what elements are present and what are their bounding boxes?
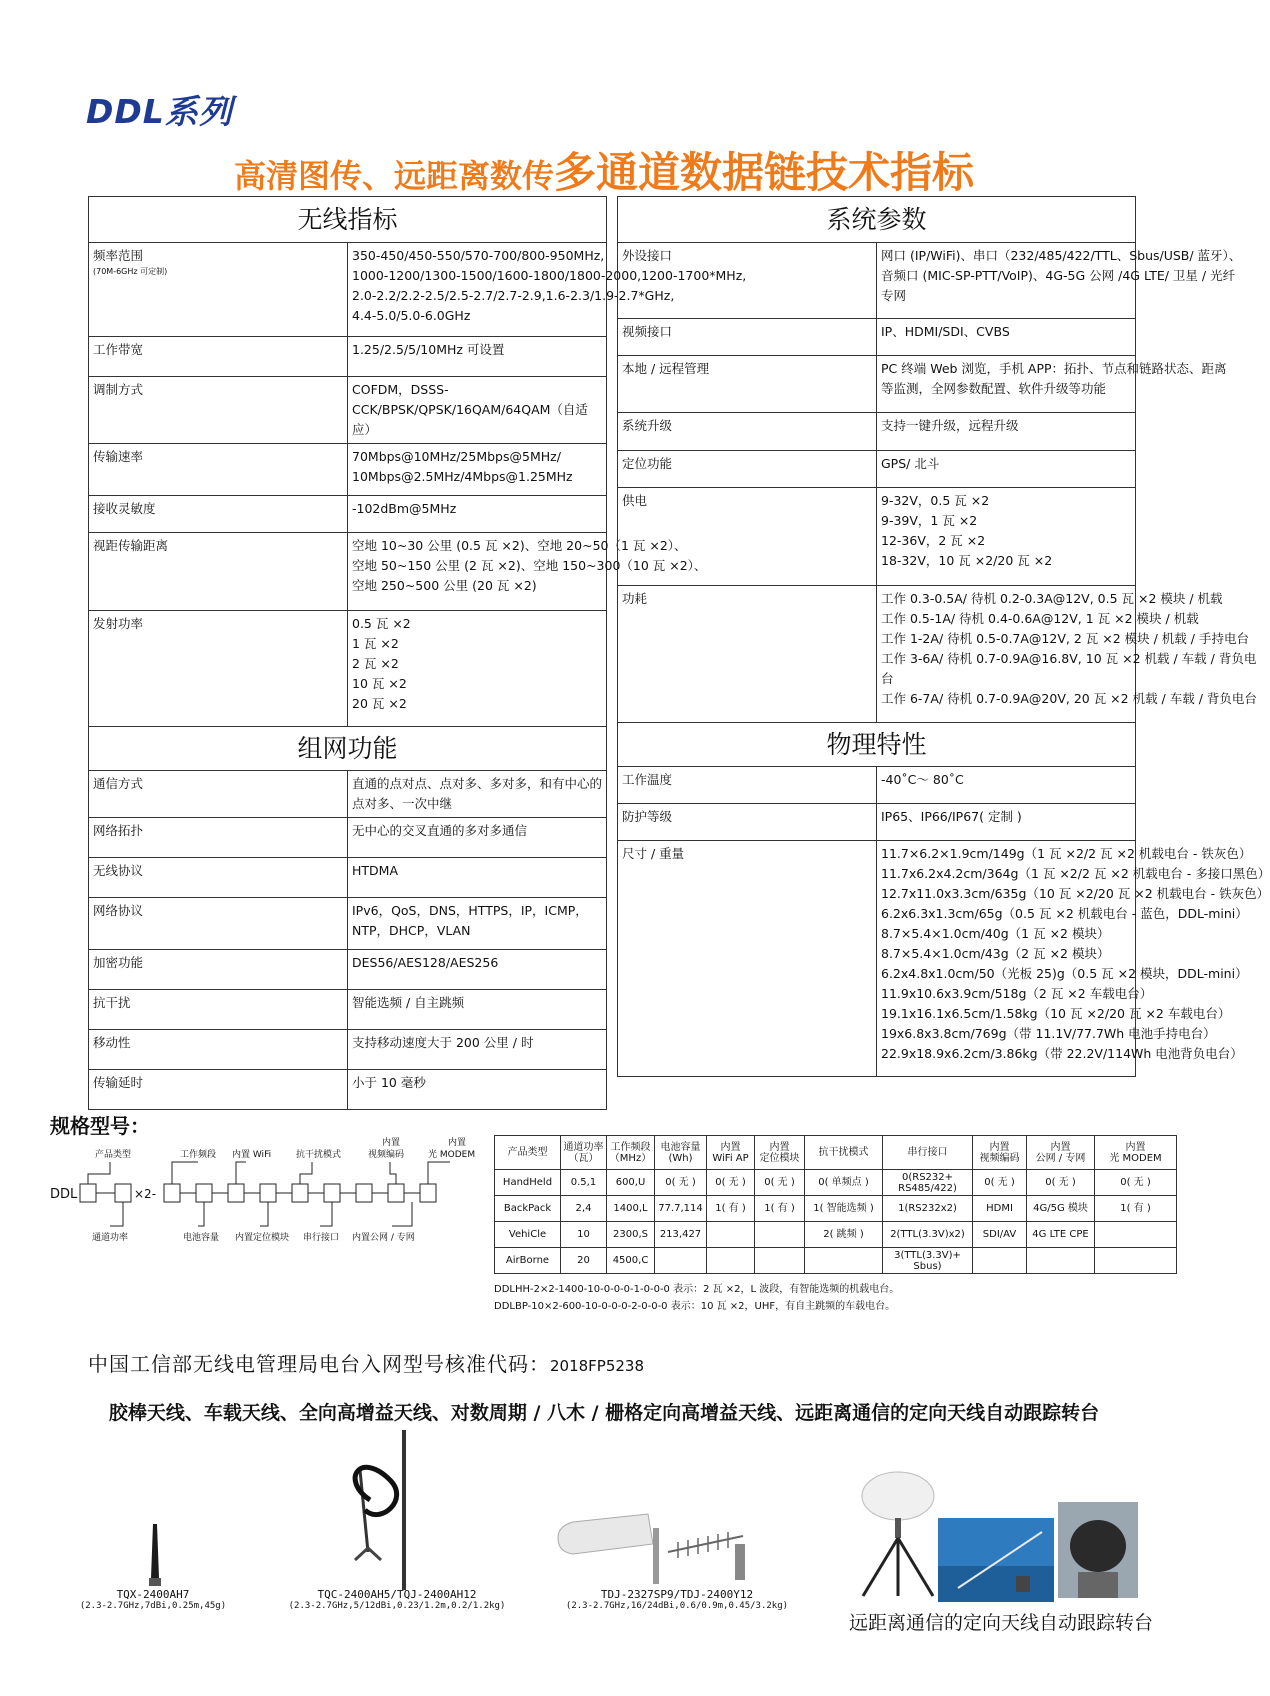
page-title [0,140,1208,200]
spec-value: -102dBm@5MHz [348,496,607,533]
table-header: 通道功率 （瓦） [561,1136,607,1170]
approval-code-line [88,1348,644,1377]
spec-key: 无线协议 [89,858,348,898]
spec-key: 视频接口 [618,319,877,356]
antenna-caption-2: TQC-2400AH5/TQJ-2400AH12 (2.3-2.7GHz,5/12dBi,0.23/1.2m,0.2/1.2kg) [288,1588,506,1611]
tracking-turntable-image [853,1470,943,1600]
model-example-2: DDLBP-10×2-600-10-0-0-0-2-0-0-0 表示：10 瓦 ×2，UHF，有自主跳频的车载电台。 [494,1301,896,1312]
table-header: 内置 视频编码 [973,1136,1027,1170]
section-title-physical: 物理特性 [618,723,1136,767]
title-part-2: 多通道数据链技术指标 [554,148,975,197]
tracker-caption: 远距离通信的定向天线自动跟踪转台 [848,1612,1153,1634]
title-part-1: 高清图传、远距离数传 [233,157,554,195]
svg-text:内置: 内置 [448,1138,467,1148]
table-header: 电池容量 (Wh) [655,1136,707,1170]
table-header: 内置 公网 / 专网 [1027,1136,1095,1170]
dish-antenna-photo [1058,1502,1138,1598]
code-label-network: 内置公网 / 专网 [352,1233,415,1243]
approval-label: 中国工信部无线电管理局电台入网型号核准代码： [88,1352,550,1376]
spec-value: 小于 10 毫秒 [348,1070,607,1110]
spec-value: 空地 10~30 公里 (0.5 瓦 ×2)、空地 20~50（1 瓦 ×2）、 空地 50~150 公里 (2 瓦 ×2)、空地 150~300（10 瓦 ×2）、 空地 250~500 公里 (20 瓦 ×2) [348,533,607,611]
spec-key: 传输延时 [89,1070,348,1110]
spec-value: 70Mbps@10MHz/25Mbps@5MHz/ 10Mbps@2.5MHz/4Mbps@1.25MHz [348,444,607,496]
spec-value: 9-32V，0.5 瓦 ×2 9-39V，1 瓦 ×2 12-36V，2 瓦 ×2 18-32V，10 瓦 ×2/20 瓦 ×2 [877,488,1136,586]
spec-key: 通信方式 [89,771,348,818]
code-label-wifi: 内置 WiFi [232,1150,272,1160]
model-code-diagram [50,1140,490,1250]
model-code-heading: 规格型号： [50,1114,150,1138]
spec-value: 11.7×6.2×1.9cm/149g（1 瓦 ×2/2 瓦 ×2 机载电台 - 铁灰色） 11.7x6.2x4.2cm/364g（1 瓦 ×2/2 瓦 ×2 机载电台 - 多接口黑色） 12.7x11.0x3.3cm/635g（10 瓦 ×2/20 瓦 ×2 机载电台 - 铁灰色） 6.2x6.3x1.3cm/65g（0.5 瓦 ×2 机载电台 - 蓝色，DDL-mini） 8.7×5.4×1.0cm/40g（1 瓦 ×2 模块） 8.7×5.4×1.0cm/43g（2 瓦 ×2 模块） 6.2x4.8x1.0cm/50（光板 25)g（0.5 瓦 ×2 模块，DDL-mini） 11.9x10.6x3.9cm/518g（2 瓦 ×2 车载电台） 19.1x16.1x6.5cm/1.58kg（10 瓦 ×2/20 瓦 ×2 车载电台） 19x6.8x3.8cm/769g（带 11.1V/77.7Wh 电池手持电台） 22.9x18.9x6.2cm/3.86kg（带 22.2V/114Wh 电池背负电台） [877,841,1136,1077]
spec-value: 支持移动速度大于 200 公里 / 时 [348,1030,607,1070]
spec-key: 网络协议 [89,898,348,950]
svg-text:视频编码: 视频编码 [368,1150,405,1160]
spec-value: 支持一键升级，远程升级 [877,413,1136,451]
spec-key: 抗干扰 [89,990,348,1030]
spec-key: 频率范围 (70M-6GHz 可定制) [89,243,348,337]
section-title-wireless: 无线指标 [89,197,607,243]
spec-key: 防护等级 [618,804,877,841]
spec-key: 发射功率 [89,611,348,727]
section-title-system: 系统参数 [618,197,1136,243]
table-row: AirBorne 20 4500,C 3(TTL(3.3V)+ Sbus) [495,1248,1177,1274]
table-header: 抗干扰模式 [805,1136,883,1170]
spec-key: 尺寸 / 重量 [618,841,877,1077]
spec-value: 智能选频 / 自主跳频 [348,990,607,1030]
spec-value: 无中心的交叉直通的多对多通信 [348,818,607,858]
directional-antenna-image [553,1508,753,1588]
code-prefix: DDL [50,1187,78,1202]
spec-key: 调制方式 [89,377,348,444]
code-label-power: 通道功率 [92,1233,129,1243]
spec-key: 功耗 [618,586,877,723]
spec-value: IPv6，QoS，DNS，HTTPS，IP，ICMP，NTP，DHCP，VLAN [348,898,607,950]
sea-trial-photo [938,1518,1054,1602]
spec-key: 传输速率 [89,444,348,496]
code-label-antijam: 抗干扰模式 [296,1150,342,1160]
model-example-1: DDLHH-2×2-1400-10-0-0-0-1-0-0-0 表示：2 瓦 ×2，L 波段，有智能选频的机载电台。 [494,1284,900,1295]
code-times2: ×2- [134,1187,157,1201]
spec-value: -40˚C～ 80˚C [877,767,1136,804]
code-label-battery: 电池容量 [183,1233,220,1243]
spec-key: 接收灵敏度 [89,496,348,533]
section-title-network: 组网功能 [89,727,607,771]
spec-key: 外设接口 [618,243,877,319]
table-header: 内置 光 MODEM [1095,1136,1177,1170]
table-header: 内置 定位模块 [755,1136,805,1170]
code-label-product-type: 产品类型 [95,1150,132,1160]
table-header: 产品类型 [495,1136,561,1170]
spec-value: 350-450/450-550/570-700/800-950MHz, 1000-1200/1300-1500/1600-1800/1800-2000,1200-1700*MHz, 2.0-2.2/2.2-2.5/2.5-2.7/2.7-2.9,1.6-2.3/1.9-2.7*GHz, 4.4-5.0/5.0-6.0GHz [348,243,607,337]
series-title: DDL系列 [86,92,233,131]
code-label-band: 工作频段 [180,1150,217,1160]
svg-text:内置: 内置 [382,1138,401,1148]
table-row: VehiCle 10 2300,S 213,427 2( 跳频 ) 2(TTL(3.3V)x2) SDI/AV 4G LTE CPE [495,1222,1177,1248]
spec-value: IP65、IP66/IP67( 定制 ) [877,804,1136,841]
spec-value: IP、HDMI/SDI、CVBS [877,319,1136,356]
spec-key: 工作带宽 [89,337,348,377]
spec-key: 移动性 [89,1030,348,1070]
spec-key: 网络拓扑 [89,818,348,858]
antenna-caption-3: TDJ-2327SP9/TDJ-2400Y12 (2.3-2.7GHz,16/24dBi,0.6/0.9m,0.45/3.2kg) [565,1588,789,1611]
vehicle-antenna-image [330,1430,440,1590]
spec-key: 加密功能 [89,950,348,990]
table-row: HandHeld 0.5,1 600,U 0( 无 ) 0( 无 ) 0( 无 ) 0( 单频点 ) 0(RS232+ RS485/422) 0( 无 ) 0( 无 ) 0( 无 ) [495,1170,1177,1196]
spec-value: 1.25/2.5/5/10MHz 可设置 [348,337,607,377]
table-header: 串行接口 [883,1136,973,1170]
spec-key: 系统升级 [618,413,877,451]
spec-key: 定位功能 [618,451,877,488]
spec-value: COFDM，DSSS-CCK/BPSK/QPSK/16QAM/64QAM（自适应） [348,377,607,444]
spec-value: 直通的点对点、点对多、多对多，和有中心的点对多、一次中继 [348,771,607,818]
spec-value: 网口 (IP/WiFi)、串口（232/485/422/TTL、Sbus/USB/ 蓝牙）、 音频口 (MIC-SP-PTT/VoIP)、4G-5G 公网 /4G LTE/ 卫星 / 光纤 专网 [877,243,1136,319]
antenna-caption-1: TQX-2400AH7 (2.3-2.7GHz,7dBi,0.25m,45g) [79,1588,227,1611]
table-header: 工作频段 （MHz） [607,1136,655,1170]
approval-code: 2018FP5238 [550,1357,645,1375]
antenna-heading: 胶棒天线、车载天线、全向高增益天线、对数周期 / 八木 / 栅格定向高增益天线、远距离通信的定向天线自动跟踪转台 [108,1402,1100,1424]
spec-key: 本地 / 远程管理 [618,356,877,413]
spec-value: 工作 0.3-0.5A/ 待机 0.2-0.3A@12V, 0.5 瓦 ×2 模块 / 机载 工作 0.5-1A/ 待机 0.4-0.6A@12V, 1 瓦 ×2 模块 / 机载 工作 1-2A/ 待机 0.5-0.7A@12V, 2 瓦 ×2 模块 / 机载 / 手持电台 工作 3-6A/ 待机 0.7-0.9A@16.8V, 10 瓦 ×2 机载 / 车载 / 背负电 台 工作 6-7A/ 待机 0.7-0.9A@20V, 20 瓦 ×2 机载 / 车载 / 背负电台 [877,586,1136,723]
system-spec-table [617,196,1270,1077]
code-label-gps: 内置定位模块 [235,1233,290,1243]
spec-value: 0.5 瓦 ×2 1 瓦 ×2 2 瓦 ×2 10 瓦 ×2 20 瓦 ×2 [348,611,607,727]
code-label-serial: 串行接口 [303,1233,340,1243]
model-table [494,1135,1177,1274]
table-header: 内置 WiFi AP [707,1136,755,1170]
spec-key-note: (70M-6GHz 可定制) [93,267,168,276]
spec-key: 视距传输距离 [89,533,348,611]
spec-key: 供电 [618,488,877,586]
spec-value: GPS/ 北斗 [877,451,1136,488]
spec-value: DES56/AES128/AES256 [348,950,607,990]
svg-text:光 MODEM: 光 MODEM [428,1150,476,1160]
table-row: BackPack 2,4 1400,L 77.7,114 1( 有 ) 1( 有 ) 1( 智能选频 ) 1(RS232x2) HDMI 4G/5G 模块 1( 有 ) [495,1196,1177,1222]
spec-key: 工作温度 [618,767,877,804]
spec-value: HTDMA [348,858,607,898]
rubber-antenna-image [135,1520,175,1590]
spec-value: PC 终端 Web 浏览，手机 APP：拓扑、节点和链路状态、距离 等监测，全网参数配置、软件升级等功能 [877,356,1136,413]
